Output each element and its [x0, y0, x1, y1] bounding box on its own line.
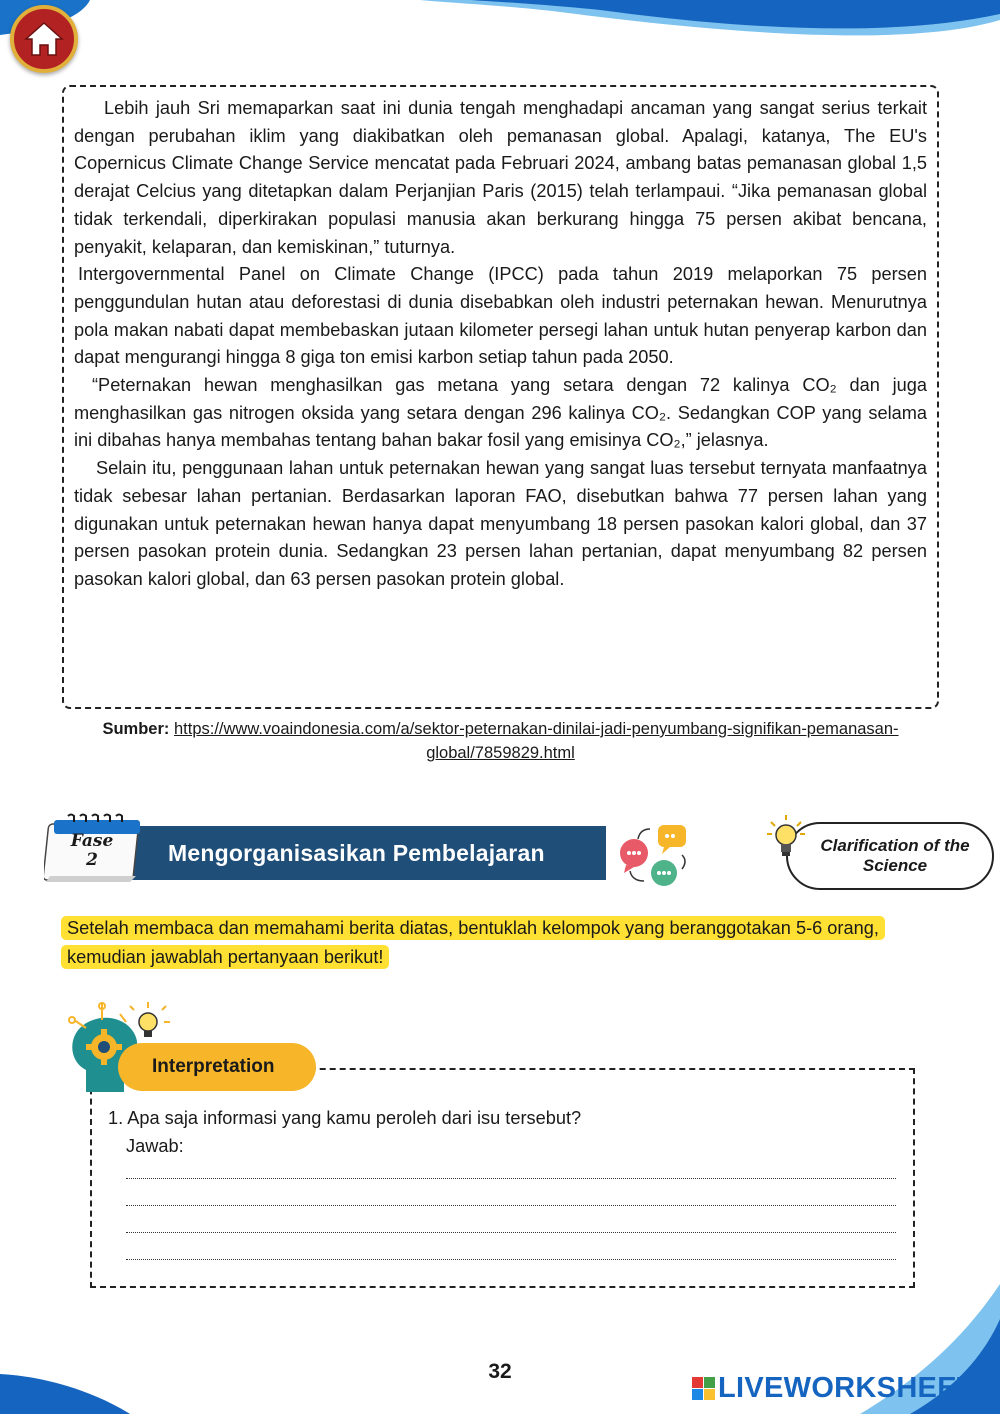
instruction-text [61, 914, 923, 972]
source-citation [62, 717, 939, 765]
chat-bubbles-icon [616, 821, 692, 891]
fase-number: 2 [86, 850, 98, 870]
phase-banner [130, 826, 606, 880]
home-icon [24, 21, 64, 57]
answer-line[interactable] [126, 1204, 896, 1206]
article-paragraph: Lebih jauh Sri memaparkan saat ini dunia tengah menghadapi ancaman yang sangat serius terkait dengan perubahan iklim yang diakibatkan oleh pemanasan global. Apalagi, katanya, The EU's Copernicus Climate Change Service mencatat pada Februari 2024, ambang batas pemanasan global 1,5 derajat Celcius yang ditetapkan dalam Perjanjian Paris (2015) telah terlampaui. “Jika pemanasan global tidak terkendali, diperkirakan populasi manusia akan berkurang hingga 75 persen akibat bencana, penyakit, kelaparan, dan kemiskinan,” tuturnya. [74, 98, 927, 257]
instruction-highlight: Setelah membaca dan memahami berita diatas, bentuklah kelompok yang beranggotakan 5-6 orang, kemudian jawablah pertanyaan berikut! [61, 916, 885, 969]
home-button[interactable] [10, 5, 78, 73]
answer-label: Jawab: [126, 1136, 184, 1156]
clarification-badge [786, 822, 994, 890]
article-paragraph: Selain itu, penggunaan lahan untuk peternakan hewan yang sangat luas tersebut ternyata manfaatnya tidak sebesar lahan pertanian. Berdasarkan laporan FAO, disebutkan bahwa 77 persen lahan yang digunakan untuk peternakan hewan hanya dapat menyumbang 18 persen pasokan kalori global, dan 37 persen pasokan protein dunia. Sedangkan 23 persen lahan pertanian, dapat menyumbang 82 persen pasokan kalori global, dan 63 persen pasokan protein global. [74, 458, 927, 589]
source-label: Sumber: [102, 720, 170, 738]
lightbulb-icon [766, 814, 806, 860]
phase-title: Mengorganisasikan Pembelajaran [168, 839, 545, 866]
brand-text: LIVEWORKSHEETS [718, 1372, 995, 1404]
top-wave-decoration [0, 0, 1000, 90]
fase-text: Fase [70, 831, 114, 851]
question-1: 1. Apa saja informasi yang kamu peroleh dari isu tersebut? [108, 1108, 582, 1128]
interpretation-label: Interpretation [118, 1043, 316, 1091]
article-paragraph: Intergovernmental Panel on Climate Change (IPCC) pada tahun 2019 melaporkan 75 persen penggundulan hutan atau deforestasi di dunia disebabkan oleh industri peternakan hewan. Menurutnya pola makan nabati dapat membebaskan jutaan kilometer persegi lahan untuk hutan penyerap karbon dan dapat mengurangi hingga 8 giga ton emisi karbon setiap tahun pada 2050. [74, 264, 927, 368]
bottom-left-wave-decoration [0, 1354, 130, 1414]
logo-grid-icon [692, 1377, 715, 1400]
fase-label [46, 832, 138, 870]
clarification-text: Clarification of the Science [820, 836, 970, 875]
answer-line[interactable] [126, 1231, 896, 1233]
article-paragraph: “Peternakan hewan menghasilkan gas metana yang setara dengan 72 kalinya CO₂ dan juga menghasilkan gas nitrogen oksida yang setara dengan 296 kalinya CO₂. Sedangkan COP yang selama ini dibahas hanya membahas tentang bahan bakar fosil yang emisinya CO₂,” jelasnya. [74, 375, 927, 451]
liveworksheets-logo [692, 1372, 995, 1405]
answer-line[interactable] [126, 1177, 896, 1179]
page-number: 32 [488, 1360, 512, 1383]
answer-line[interactable] [126, 1258, 896, 1260]
source-link[interactable]: https://www.voaindonesia.com/a/sektor-peternakan-dinilai-jadi-penyumbang-signifikan-pemanasan-global/7859829.html [173, 720, 899, 762]
article-box [62, 85, 939, 709]
